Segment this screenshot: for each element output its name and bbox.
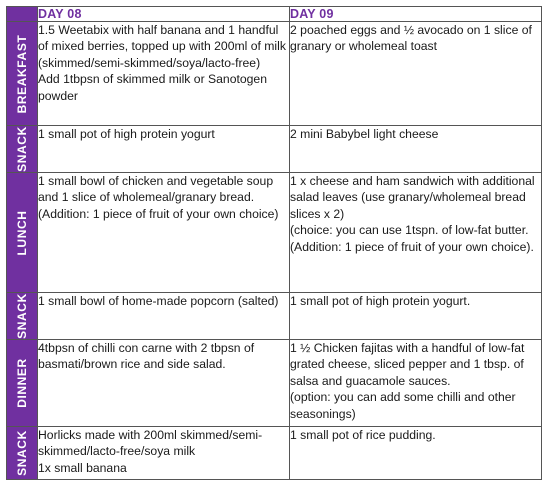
meal-label-snack-1: SNACK <box>7 126 38 173</box>
cell-line: 1 small bowl of home-made popcorn (salted) <box>38 294 279 308</box>
day-08-header <box>38 7 290 22</box>
day-number: 09 <box>319 7 334 21</box>
meal-label-lunch: LUNCH <box>7 173 38 293</box>
cell-line: (choice: you can use 1tspn. of low-fat butter. <box>290 223 529 238</box>
breakfast-day-08 <box>38 22 290 126</box>
meal-label-breakfast: BREAKFAST <box>7 22 38 126</box>
snack-1-day-09 <box>290 126 542 173</box>
breakfast-day-09 <box>290 22 542 126</box>
cell-line: 4tbpsn of chilli con carne with 2 tbpsn of basmati/brown rice and side salad. <box>38 341 255 372</box>
corner-cell <box>7 7 38 22</box>
snack-3-day-08 <box>38 427 290 480</box>
day-label: DAY <box>38 7 68 21</box>
day-number: 08 <box>67 7 82 21</box>
lunch-day-08 <box>38 173 290 293</box>
lunch-day-09 <box>290 173 542 293</box>
header-row <box>7 7 542 22</box>
snack-row-1 <box>7 126 542 173</box>
meal-label-snack-2: SNACK <box>7 293 38 340</box>
cell-line: 1x small banana <box>38 460 127 475</box>
breakfast-row <box>7 22 542 126</box>
day-label: DAY <box>290 7 320 21</box>
cell-line: Add 1tbpsn of skimmed milk or Sanotogen powder <box>38 72 267 103</box>
cell-line: 1 ½ Chicken fajitas with a handful of low-fat grated cheese, sliced pepper and 1 tbsp. of salsa and guacamole sauces. <box>290 341 525 388</box>
cell-line: (option: you can add some chilli and other seasonings) <box>290 390 516 421</box>
day-09-header <box>290 7 542 22</box>
cell-line: 1.5 Weetabix with half banana and 1 handful of mixed berries, topped up with 200ml of milk (skimmed/semi-skimmed/soya/lacto-free) <box>38 23 286 70</box>
snack-row-3 <box>7 427 542 480</box>
cell-line: 2 mini Babybel light cheese <box>290 127 439 141</box>
dinner-row <box>7 340 542 427</box>
meal-label-snack-3: SNACK <box>7 427 38 480</box>
cell-line: Horlicks made with 200ml skimmed/semi-skimmed/lacto-free/soya milk <box>38 428 263 459</box>
snack-2-day-08 <box>38 293 290 340</box>
snack-row-2 <box>7 293 542 340</box>
dinner-day-09 <box>290 340 542 427</box>
cell-line: 1 small pot of high protein yogurt. <box>290 294 471 308</box>
cell-line: (Addition: 1 piece of fruit of your own choice). <box>290 239 534 254</box>
lunch-row <box>7 173 542 293</box>
meal-plan-table <box>6 6 542 480</box>
snack-3-day-09 <box>290 427 542 480</box>
snack-2-day-09 <box>290 293 542 340</box>
cell-line: (Addition: 1 piece of fruit of your own choice) <box>38 206 279 221</box>
dinner-day-08 <box>38 340 290 427</box>
cell-line: 1 small bowl of chicken and vegetable soup and 1 slice of wholemeal/granary bread. <box>38 174 274 205</box>
cell-line: 1 small pot of high protein yogurt <box>38 127 215 141</box>
cell-line: 2 poached eggs and ½ avocado on 1 slice of granary or wholemeal toast <box>290 23 532 54</box>
cell-line: 1 x cheese and ham sandwich with additional salad leaves (use granary/wholemeal bread slices x 2) <box>290 174 535 221</box>
snack-1-day-08 <box>38 126 290 173</box>
cell-line: 1 small pot of rice pudding. <box>290 428 436 442</box>
meal-label-dinner: DINNER <box>7 340 38 427</box>
